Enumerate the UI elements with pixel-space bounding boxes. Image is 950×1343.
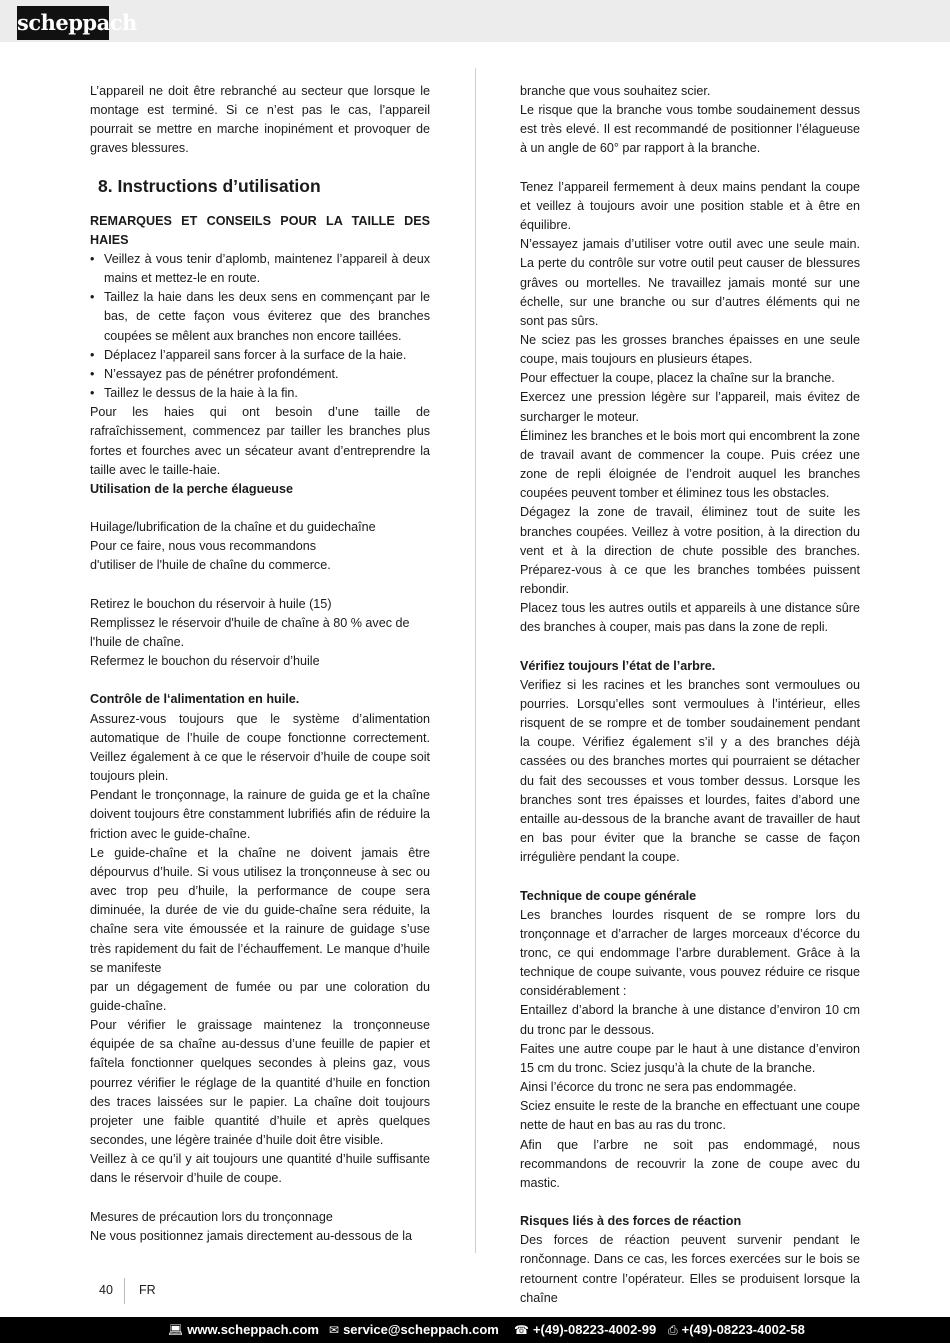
- paragraph: Tenez l’appareil fermement à deux mains pendant la coupe et veillez à toujours avoir une position stable et à être en équilibre.: [520, 179, 860, 233]
- pole-heading: Utilisation de la perche élagueuse: [90, 481, 293, 496]
- footer-email-text: service@scheppach.com: [343, 1322, 499, 1337]
- mail-icon: ✉︎: [329, 1323, 340, 1337]
- header-bar: [0, 0, 950, 42]
- paragraph: Sciez ensuite le reste de la branche en effectuant une coupe nette de haut en bas au ras du tronc.: [520, 1099, 860, 1133]
- paragraph: Verifiez si les racines et les branches sont vermoulues ou pourries. Lorsqu’elles sont vermoulues à l’intérieur, elles risquent de se rompre et de tomber soudainement pendant la coupe. Vérifiez également s’il y a des branches déjà cassées ou des branches mortes qui pourraient se détacher du fait des secousses et vous tomber dessus. Lorsque les branches sont tres épaisses et lourdes, faites d’abord une entaille au-dessous de la branche avant de travailler de haut en bas pour éviter que la branche se casse de façon irrégulière pendant la coupe.: [520, 677, 860, 865]
- paragraph: Dégagez la zone de travail, éliminez tout de suite les branches coupées. Veillez à votre position, à la direction du vent et à la direction de chute possible des branches. Préparez-vous à ce que les branches tombées puissent rebondir.: [520, 505, 860, 597]
- precaution-heading: Mesures de précaution lors du tronçonnage: [90, 1209, 333, 1224]
- footer-web-text: www.scheppach.com: [187, 1322, 319, 1337]
- paragraph: Veillez à ce qu’il y ait toujours une quantité d’huile suffisante dans le réservoir d’huile de coupe.: [90, 1152, 430, 1186]
- oil-line: Pour ce faire, nous vous recommandons: [90, 539, 317, 554]
- paragraph: Entaillez d’abord la branche à une distance d’environ 10 cm du tronc par le dessous.: [520, 1003, 860, 1037]
- paragraph: Exercez une pression légère sur l’appareil, mais évitez de surcharger le moteur.: [520, 390, 860, 424]
- fax-icon: ⎙: [668, 1323, 678, 1337]
- oil-control-heading: Contrôle de l‘alimentation en huile.: [90, 692, 300, 707]
- footer-phone-text: +(49)-08223-4002-99: [532, 1322, 657, 1337]
- paragraph: Le guide-chaîne et la chaîne ne doivent jamais être dépourvus d’huile. Si vous utilisez la tronçonneuse à sec ou avec trop peu d’huile, la performance de coupe sera diminuée, la durée de vie du guide-chaîne sera réduite, la chaîne sera vite émoussée et la rainure de guidage s’use très rapidement du fait de l’échauffement. Le manque d’huile se manifeste: [90, 845, 430, 975]
- paragraph: Afin que l’arbre ne soit pas endommagé, nous recommandons de recouvrir la zone de coupe avec du mastic.: [520, 1137, 860, 1190]
- tree-heading: Vérifiez toujours l’état de l’arbre.: [520, 658, 716, 673]
- list-item: • Taillez le dessus de la haie à la fin.: [90, 384, 430, 403]
- footer-fax-text: +(49)-08223-4002-58: [681, 1322, 805, 1337]
- paragraph: Ne sciez pas les grosses branches épaisses en une seule coupe, mais toujours en plusieurs étapes.: [520, 333, 860, 367]
- phone-icon: ☎︎: [514, 1323, 529, 1337]
- paragraph: par un dégagement de fumée ou par une coloration du guide-chaîne.: [90, 979, 430, 1013]
- paragraph: Ainsi l’écorce du tronc ne sera pas endommagée.: [520, 1080, 797, 1095]
- paragraph: Ne vous positionnez jamais directement au-dessous de la: [90, 1228, 413, 1243]
- paragraph: N’essayez jamais d’utiliser votre outil avec une seule main. La perte du contrôle sur votre outil peut causer de blessures grâves ou mortelles. Ne travaillez jamais monté sur une échelle, sur une branche ou sur d’autres éléments qui ne sont pas sûrs.: [520, 237, 860, 328]
- footer-email[interactable]: [329, 1317, 499, 1343]
- page-number: 40: [99, 1283, 113, 1297]
- scheppach-logo: scheppach: [17, 6, 109, 40]
- hedge-paragraph: Pour les haies qui ont besoin d’une taille de rafraîchissement, commencez par tailler les branches plus fortes et fourches avec un sécateur avant d’entreprendre la taille avec le taille-haie.: [90, 405, 430, 477]
- paragraph: Pour effectuer la coupe, placez la chaîne sur la branche.: [520, 371, 835, 386]
- footer-bar: [0, 1317, 950, 1343]
- list-item: • Veillez à vous tenir d’aplomb, maintenez l’appareil à deux mains et mettez-le en route.: [90, 250, 430, 288]
- paragraph: branche que vous souhaitez scier.: [520, 84, 711, 98]
- risk-heading: Risques liés à des forces de réaction: [520, 1214, 742, 1229]
- footer-fax: [668, 1317, 805, 1343]
- hedge-heading: REMARQUES ET CONSEILS POUR LA TAILLE DES HAIES: [90, 213, 430, 247]
- paragraph: Assurez-vous toujours que le système d’alimentation automatique de l’huile de coupe fonctionne correctement. Veillez également à ce que le réservoir d’huile de coupe soit toujours plein.: [90, 711, 430, 784]
- paragraph: Éliminez les branches et le bois mort qui encombrent la zone de travail avant de commencer la coupe. Puis créez une zone de repli éloignée de l’endroit auquel les branches coupées peuvent tomber et éliminez tous les obstacles.: [520, 428, 860, 501]
- paragraph: Placez tous les autres outils et appareils à une distance sûre des branches à couper, mais pas dans la zone de repli.: [520, 601, 860, 635]
- hedge-bullet-list: [90, 250, 430, 403]
- paragraph: Des forces de réaction peuvent survenir pendant le rončonnage. Dans ce cas, les forces exercées sur le bois se retournent contre l’opérateur. Elles se produisent lorsque la chaîne: [520, 1233, 860, 1305]
- paragraph: Pendant le tronçonnage, la rainure de guida ge et la chaîne doivent toujours être constamment lubrifiés afin de réduire la friction avec le guide-chaîne.: [90, 788, 430, 841]
- page-number-separator: [124, 1278, 125, 1304]
- paragraph: Les branches lourdes risquent de se rompre lors du tronçonnage et d’arracher de larges morceaux d’écorce du tronc, ce qui endommage l’arbre durablement. Grâce à la technique de coupe suivante, vous pouvez réduire ce risque considérablement :: [520, 907, 860, 999]
- section-title: 8. Instructions d’utilisation: [98, 175, 321, 196]
- tank-line: Remplissez le réservoir d'huile de chaîne à 80 % avec de l'huile de chaîne.: [90, 615, 410, 650]
- paragraph: Faites une autre coupe par le haut à une distance d’environ 15 cm du tronc. Sciez jusqu’à la chute de la branche.: [520, 1041, 860, 1075]
- computer-icon: 💻︎: [168, 1323, 184, 1337]
- right-column: [520, 82, 860, 1308]
- technique-heading: Technique de coupe générale: [520, 888, 697, 903]
- tank-line: Retirez le bouchon du réservoir à huile (15): [90, 596, 332, 611]
- list-item: • Taillez la haie dans les deux sens en commençant par le bas, de cette façon vous éviterez que des branches coupées se mêlent aux branches non encore taillées.: [90, 288, 430, 345]
- language-code: FR: [139, 1283, 156, 1297]
- oil-line: Huilage/lubrification de la chaîne et du guidechaîne: [90, 520, 376, 535]
- list-item: • Déplacez l’appareil sans forcer à la surface de la haie.: [90, 346, 430, 365]
- left-column: [90, 82, 430, 1246]
- paragraph: Pour vérifier le graissage maintenez la tronçonneuse équipée de sa chaîne au-dessus d’une feuille de papier et faîtela fonctionner quelques secondes à pleins gaz, vous pourrez vérifier le réglage de la quantité d’huile en fonction des traces laissées sur le papier. La chaîne doit toujours projeter une faible quantité d’huile et après quelques secondes, une légère trainée d’huile doit être visible.: [90, 1018, 430, 1148]
- footer-phone[interactable]: [514, 1317, 656, 1343]
- footer-web[interactable]: [168, 1317, 319, 1343]
- column-divider: [475, 68, 476, 1253]
- tank-line: Refermez le bouchon du réservoir d’huile: [90, 654, 320, 669]
- oil-line: d'utiliser de l'huile de chaîne du commerce.: [90, 558, 331, 573]
- list-item: • N’essayez pas de pénétrer profondément.: [90, 365, 430, 384]
- intro-paragraph: L’appareil ne doit être rebranché au secteur que lorsque le montage est terminé. Si ce n’est pas le cas, l’appareil pourrait se mettre en marche inopinément et provoquer de graves blessures.: [90, 84, 430, 156]
- paragraph: Le risque que la branche vous tombe soudainement dessus est très elevé. Il est recommandé de positionner l’élagueuse à un angle de 60° par rapport à la branche.: [520, 103, 860, 156]
